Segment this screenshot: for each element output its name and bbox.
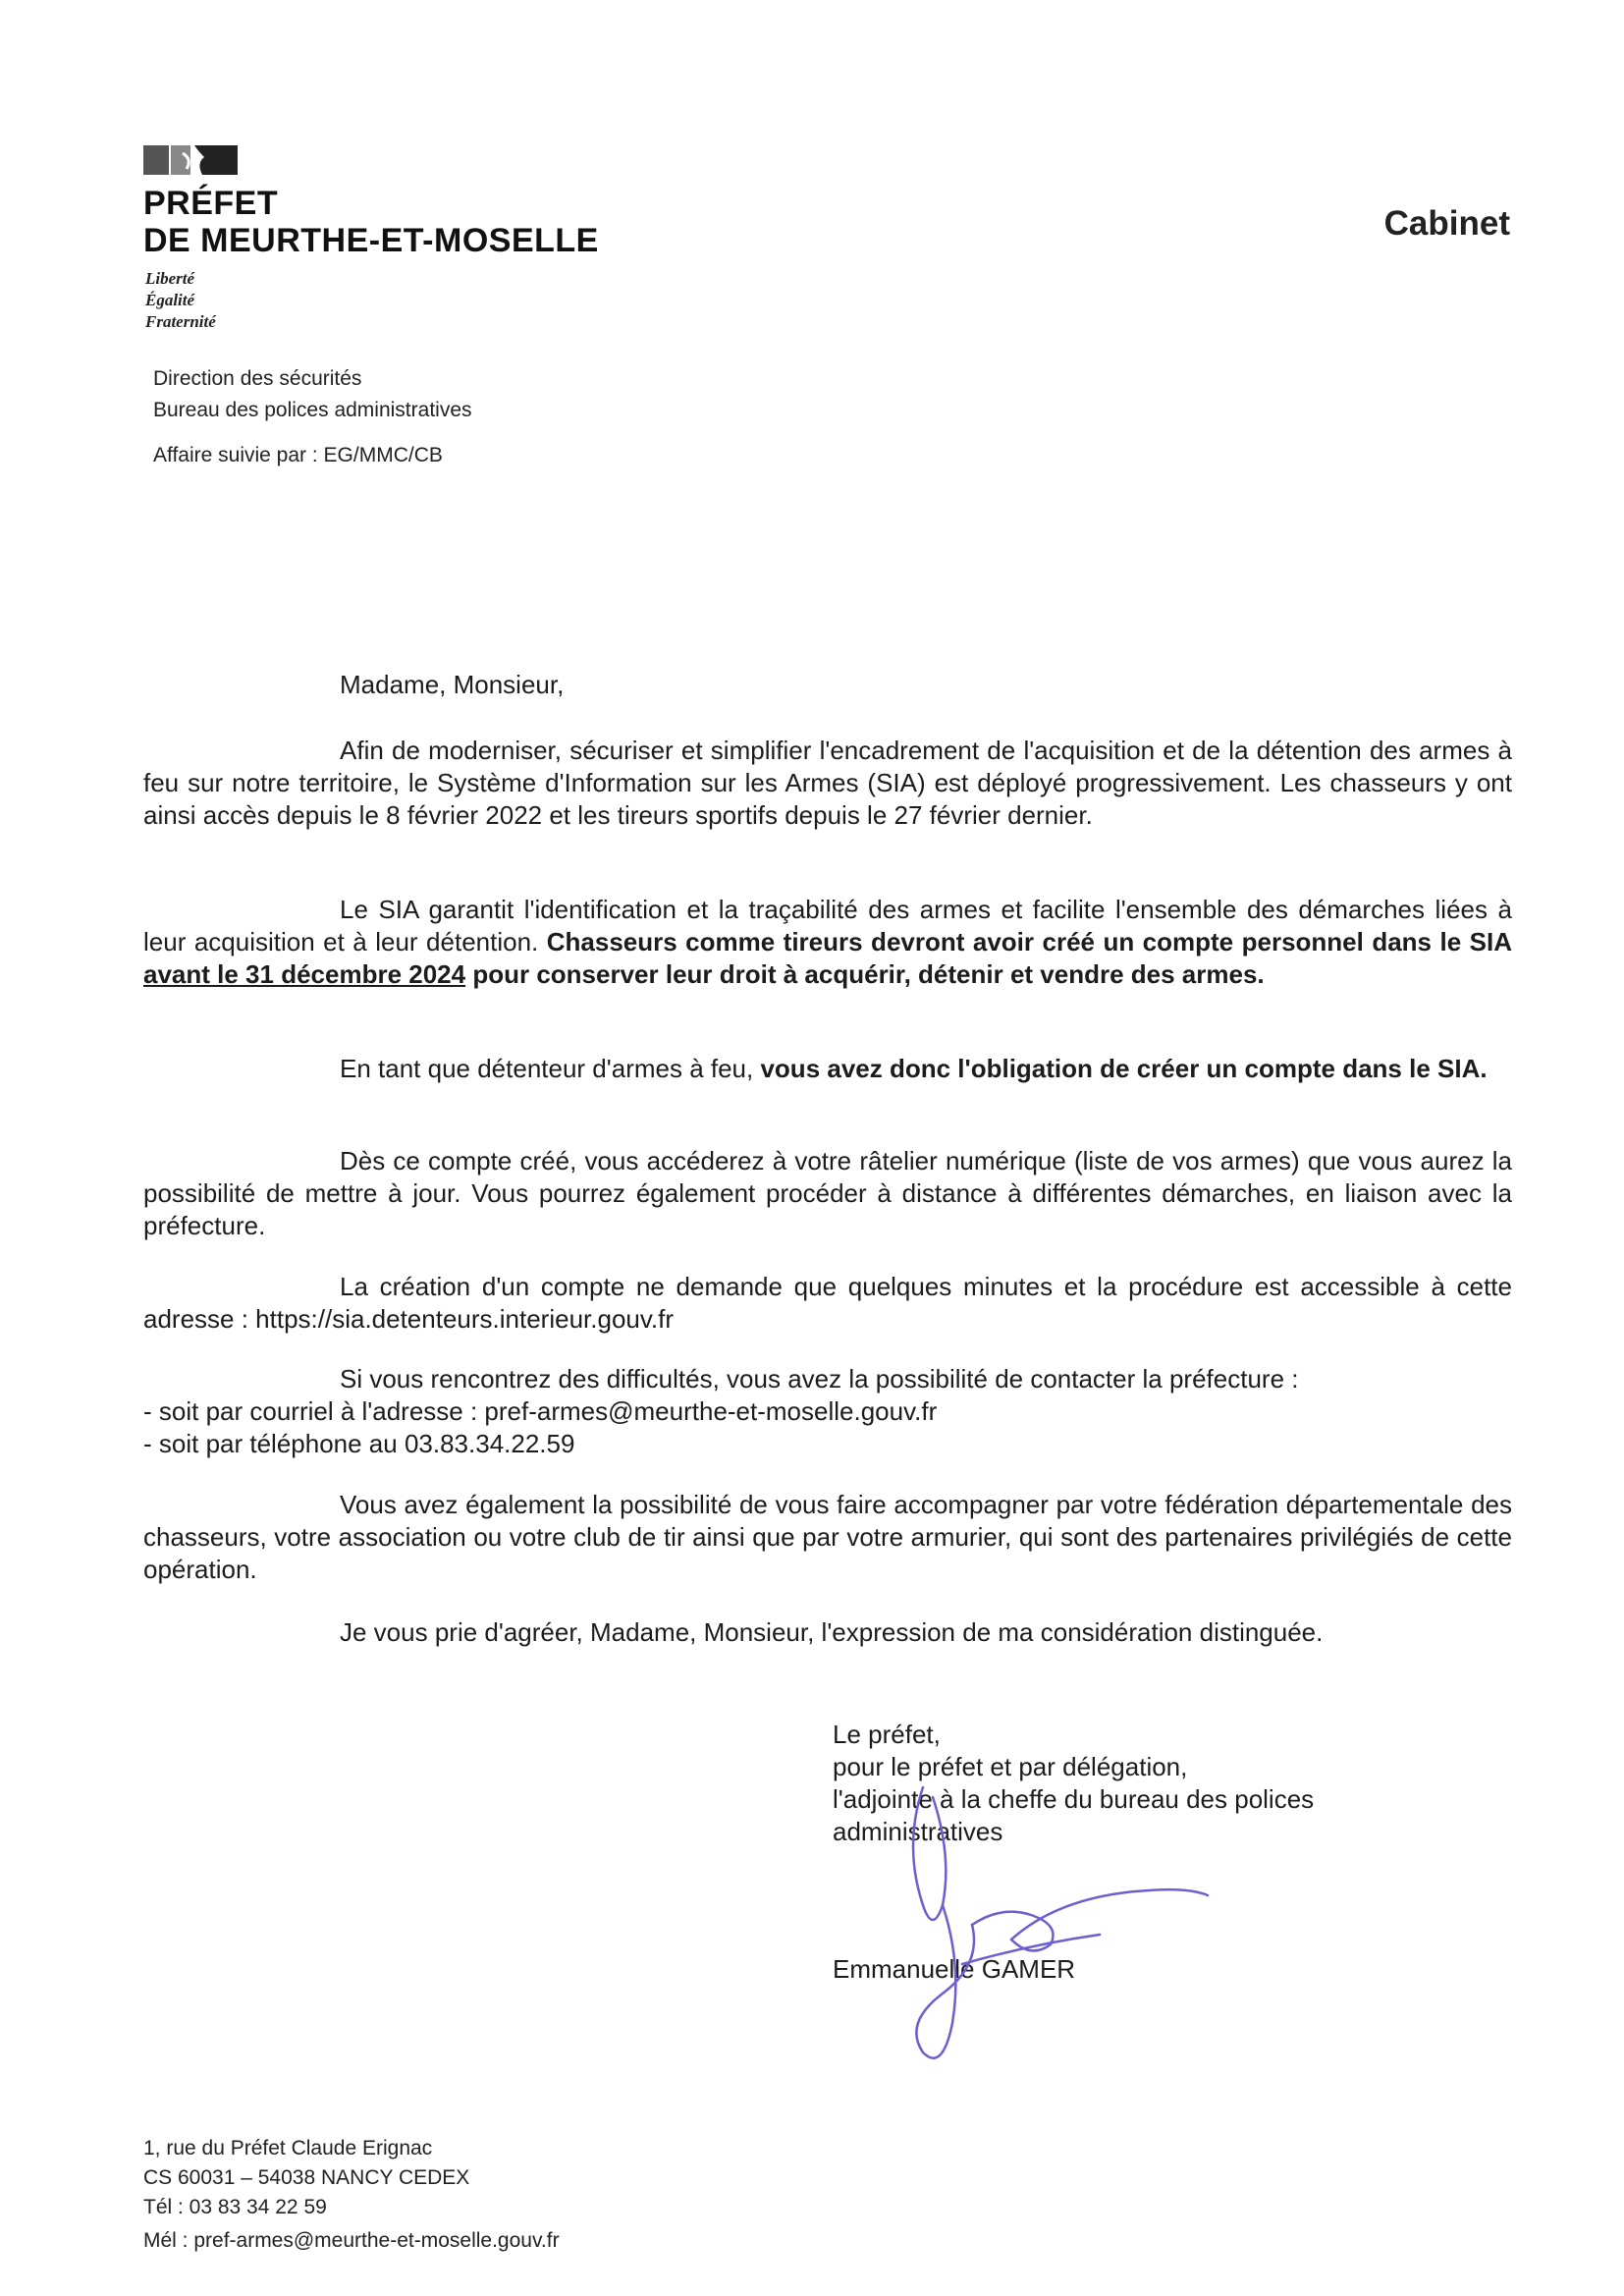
- motto-egalite: Égalité: [145, 291, 195, 309]
- deadline-text: avant le 31 décembre 2024: [143, 959, 466, 989]
- affaire-suivie: Affaire suivie par : EG/MMC/CB: [153, 444, 443, 466]
- paragraph-1: [143, 735, 1512, 832]
- paragraph-7: [143, 1489, 1512, 1586]
- footer-email: Mél : pref-armes@meurthe-et-moselle.gouv.fr: [143, 2229, 560, 2252]
- paragraph-2-bold-2: pour conserver leur droit à acquérir, détenir et vendre des armes.: [465, 959, 1265, 989]
- signature-line-4: administratives: [833, 1817, 1003, 1846]
- paragraph-6: [143, 1363, 1512, 1460]
- contact-intro: Si vous rencontrez des difficultés, vous avez la possibilité de contacter la préfecture :: [340, 1364, 1299, 1394]
- paragraph-3-bold: vous avez donc l'obligation de créer un compte dans le SIA.: [760, 1054, 1488, 1083]
- paragraph-7-text: Vous avez également la possibilité de vous faire accompagner par votre fédération départementale des chasseurs, votre association ou votre club de tir ainsi que par votre armurier, qui sont des partenaires privilégiés de cette opération.: [143, 1490, 1512, 1584]
- footer-postal: CS 60031 – 54038 NANCY CEDEX: [143, 2166, 470, 2189]
- greeting: Madame, Monsieur,: [340, 670, 565, 699]
- footer-phone: Tél : 03 83 34 22 59: [143, 2196, 327, 2218]
- service-direction: Direction des sécurités: [153, 367, 362, 390]
- closing-formula: [143, 1616, 1512, 1649]
- paragraph-5: [143, 1271, 1512, 1336]
- footer-address: 1, rue du Préfet Claude Erignac: [143, 2137, 433, 2159]
- cabinet-title: Cabinet: [1383, 204, 1510, 243]
- paragraph-3-text: En tant que détenteur d'armes à feu,: [340, 1054, 761, 1083]
- marianne-logo-icon: [143, 143, 238, 177]
- signature-line-3: l'adjointe à la cheffe du bureau des polices: [833, 1784, 1315, 1814]
- paragraph-4-text: Dès ce compte créé, vous accéderez à votre râtelier numérique (liste de vos armes) que vous aurez la possibilité de mettre à jour. Vous pourrez également procéder à distance à différentes démarches, en liaison avec la préfecture.: [143, 1146, 1512, 1240]
- paragraph-2-bold-1: Chasseurs comme tireurs devront avoir créé un compte personnel dans le SIA: [546, 927, 1512, 957]
- paragraph-2-text: Le SIA garantit l'identification et la traçabilité des armes et facilite l'ensemble des démarches liées à leur acquisition et à leur détention.: [143, 895, 1512, 957]
- paragraph-3: [143, 1053, 1512, 1085]
- prefet-title: PRÉFET: [143, 185, 279, 222]
- paragraph-4: [143, 1145, 1512, 1242]
- paragraph-2: [143, 894, 1512, 991]
- paragraph-5-text: La création d'un compte ne demande que quelques minutes et la procédure est accessible à cette adresse : https://sia.detenteurs.interieur.gouv.fr: [143, 1272, 1512, 1334]
- service-bureau: Bureau des polices administratives: [153, 399, 472, 421]
- signature-line-1: Le préfet,: [833, 1720, 941, 1749]
- motto-fraternite: Fraternité: [145, 312, 216, 331]
- closing-text: Je vous prie d'agréer, Madame, Monsieur, l'expression de ma considération distinguée.: [340, 1617, 1324, 1647]
- department-title: DE MEURTHE-ET-MOSELLE: [143, 222, 599, 259]
- signatory-name: Emmanuelle GAMER: [833, 1954, 1076, 1984]
- signature-line-2: pour le préfet et par délégation,: [833, 1752, 1188, 1781]
- handwritten-signature-icon: [864, 1768, 1237, 2092]
- contact-phone: - soit par téléphone au 03.83.34.22.59: [143, 1429, 575, 1458]
- contact-email: - soit par courriel à l'adresse : pref-armes@meurthe-et-moselle.gouv.fr: [143, 1396, 938, 1426]
- motto-liberte: Liberté: [145, 269, 195, 288]
- paragraph-1-text: Afin de moderniser, sécuriser et simplifier l'encadrement de l'acquisition et de la détention des armes à feu sur notre territoire, le Système d'Information sur les Armes (SIA) est déployé progressivement. Les chasseurs y ont ainsi accès depuis le 8 février 2022 et les tireurs sportifs depuis le 27 février dernier.: [143, 736, 1512, 830]
